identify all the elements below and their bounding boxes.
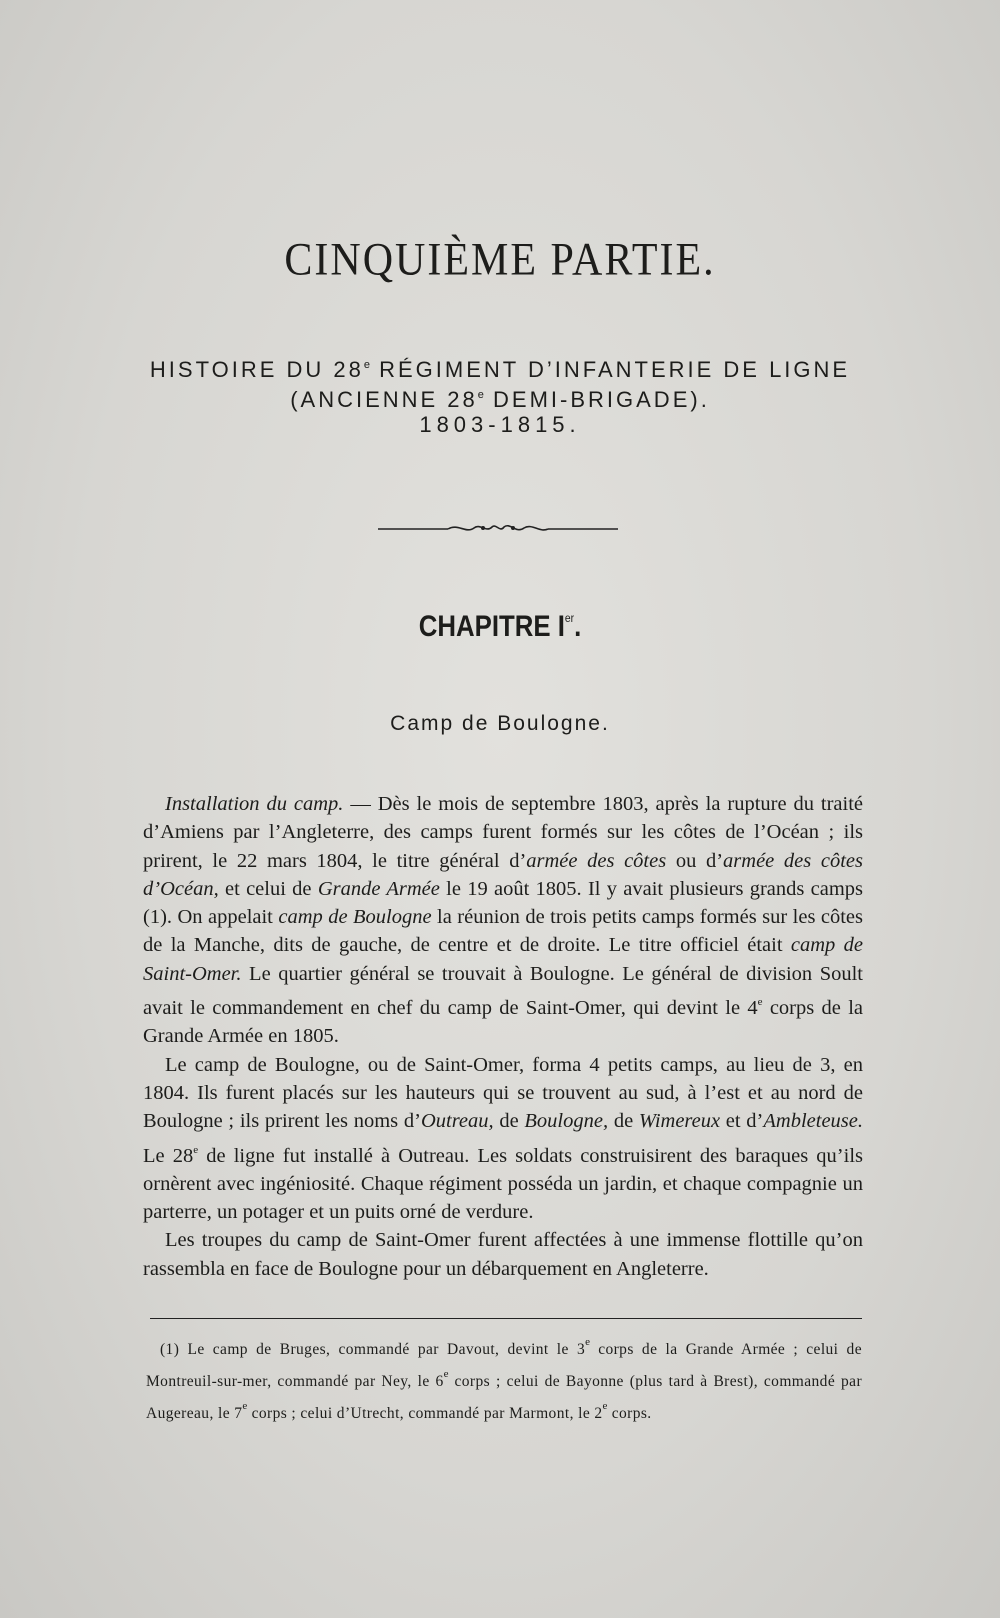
paragraph-1: Installation du camp. — Dès le mois de septembre 1803, après la rupture du traité d’Amiens par l’Angleterre, des camps furent formés sur les côtes de l’Océan ; ils prirent, le 22 mars 1804, le titre général d’armée des côtes ou d’armée des côtes d’Océan, et celui de Grande Armée le 19 août 1805. Il y avait plusieurs grands camps (1). On appelait camp de Boulogne la réunion de trois petits camps formés sur les côtes de la Manche, dits de gauche, de centre et de droite. Le titre officiel était camp de Saint-Omer. Le quartier général se trouvait à Boulogne. Le général de division Soult avait le commandement en chef du camp de Saint-Omer, qui devint le 4e corps de la Grande Armée en 1805. [143, 793, 864, 1048]
section-title: Camp de Boulogne. [390, 712, 610, 735]
chapter-heading: CHAPITRE Ier. [418, 610, 582, 643]
subtitle-line-2: (ANCIENNE 28e DEMI-BRIGADE). [290, 387, 710, 412]
ornament-divider [378, 520, 618, 536]
footnote: (1) Le camp de Bruges, commandé par Davout, devint le 3e corps de la Grande Armée ; celui de Montreuil-sur-mer, commandé par Ney, le 6e corps ; celui de Bayonne (plus tard à Brest), commandé par Augereau, le 7e corps ; celui d’Utrecht, commandé par Marmont, le 2e corps. [146, 1336, 863, 1422]
body-text [143, 790, 863, 1283]
paragraph-3: Les troupes du camp de Saint-Omer furent affectées à une immense flottille qu’on rassembla en face de Boulogne pour un débarquement en Angleterre. [143, 1229, 863, 1280]
paragraph-2: Le camp de Boulogne, ou de Saint-Omer, forma 4 petits camps, au lieu de 3, en 1804. Ils furent placés sur les hauteurs qui se trouvent au sud, à l’est et au nord de Boulogne ; ils prirent les noms d’Outreau, de Boulogne, de Wimereux et d’Ambleteuse. Le 28e de ligne fut installé à Outreau. Les soldats construisirent des baraques qu’ils ornèrent avec ingéniosité. Chaque régiment posséda un jardin, et chaque compagnie un parterre, un potager et un puits orné de verdure. [143, 1053, 863, 1224]
subtitle-line-1: HISTOIRE DU 28e RÉGIMENT D’INFANTERIE DE LIGNE [149, 357, 851, 382]
footnote-rule [150, 1318, 862, 1319]
subtitle-dates: 1803-1815. [419, 412, 581, 437]
part-title: CINQUIÈME PARTIE. [284, 234, 716, 286]
